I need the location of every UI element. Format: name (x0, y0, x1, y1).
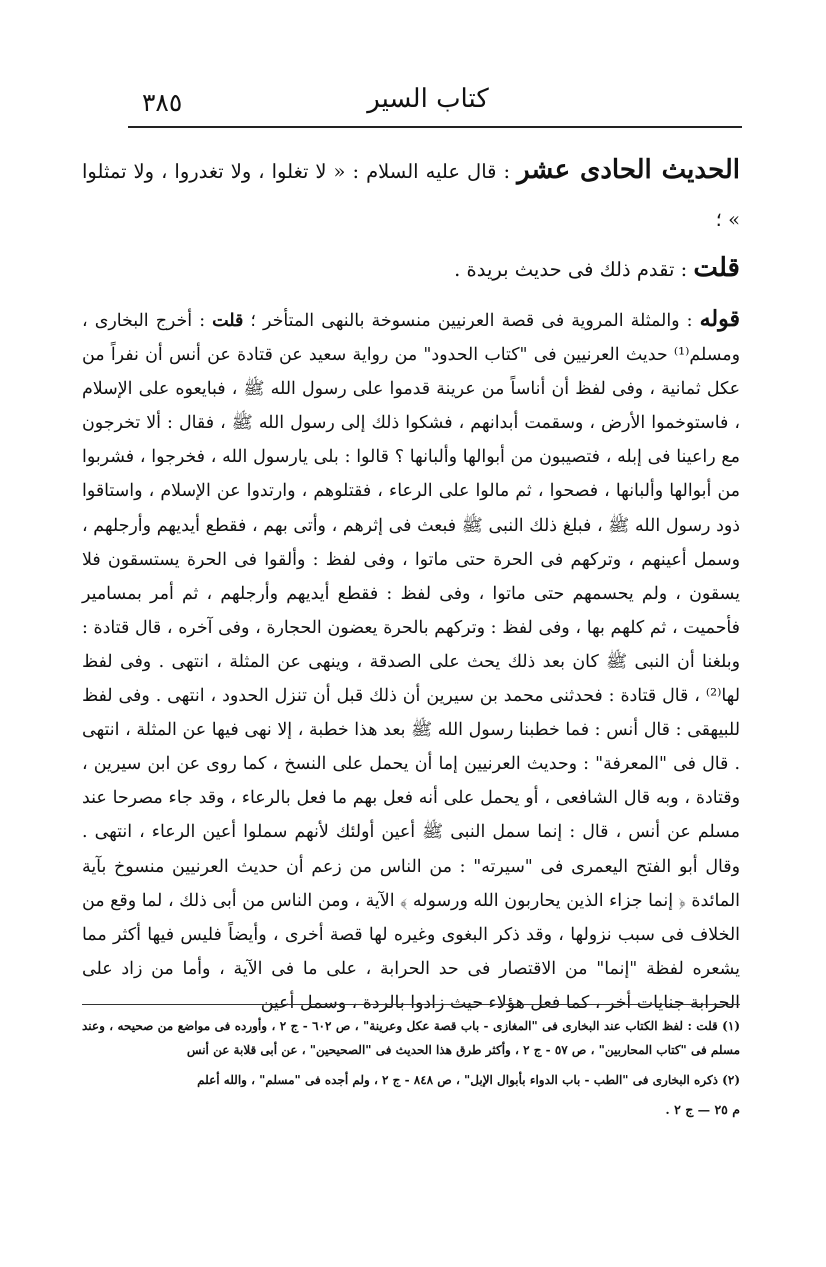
page-header (128, 82, 728, 122)
running-title: كتاب السير (367, 84, 489, 114)
commentary-paragraph (82, 302, 740, 1020)
qult-label: قلت (693, 253, 740, 283)
commentary-qult-label: قلت (212, 311, 244, 331)
footnotes (82, 1014, 740, 1122)
header-rule (128, 126, 742, 128)
commentary-opening: : والمثلة المروية فى قصة العرنيين منسوخة بالنهى المتأخر ؛ (250, 311, 693, 331)
commentary-text: : أخرج البخارى ، ومسلم⁽¹⁾ حديث العرنيين فى "كتاب الحدود" من رواية سعيد عن قتادة عن أنس أن نفراً من عكل ثمانية ، وفى لفظ أن أناساً من عرينة قدموا على رسول الله ﷺ ، فبايعوه على الإسلام ، فاستوخموا الأرض ، وسقمت أبدانهم ، فشكوا ذلك إلى رسول الله ﷺ ، فقال : ألا تخرجون مع راعينا فى إبله ، فتصيبون من أبوالها وألبانها ؟ قالوا : بلى يارسول الله ، فخرجوا ، فشربوا من أبوالها وألبانها ، فصحوا ، ثم مالوا على الرعاء ، فقتلوهم ، وارتدوا عن الإسلام ، واستاقوا ذود رسول الله ﷺ ، فبلغ ذلك النبى ﷺ فبعث فى إثرهم ، وأتى بهم ، فقطع أيديهم وأرجلهم ، وسمل أعينهم ، وتركهم فى الحرة حتى ماتوا ، وفى لفظ : وألقوا فى الحرة يستسقون فلا يسقون ، ولم يحسمهم حتى ماتوا ، وفى لفظ : فقطع أيديهم وأرجلهم ، ثم أمر بمسامير فأحميت ، ثم كلهم بها ، وفى لفظ : وتركهم بالحرة يعضون الحجارة ، وفى آخره ، قال قتادة : وبلغنا أن النبى ﷺ كان بعد ذلك يحث على الصدقة ، وينهى عن المثلة ، انتهى . وفى لفظ لها⁽²⁾ ، قال قتادة : فحدثنى محمد بن سيرين أن ذلك قبل أن تنزل الحدود ، انتهى . وفى لفظ للبيهقى : قال أنس : فما خطبنا رسول الله ﷺ بعد هذا خطبة ، إلا نهى فيها عن المثلة ، انتهى . قال فى "المعرفة" : وحديث العرنيين إما أن يحمل على النسخ ، كما روى عن ابن سيرين ، وقتادة ، وبه قال الشافعى ، أو يحمل على أنه فعل بهم ما فعل بالرعاء ، وقد جاء مصرحا عند مسلم عن أنس ، قال : إنما سمل النبى ﷺ أعين أولئك لأنهم سملوا أعين الرعاء ، انتهى . وقال أبو الفتح اليعمرى فى "سيرته" : من الناس من زعم أن حديث العرنيين منسوخ بآية المائدة ﴿ إنما جزاء الذين يحاربون الله ورسوله ﴾ الآية ، ومن الناس من أبى ذلك ، لما وقع من الخلاف فى سبب نزولها ، وقد ذكر البغوى وغيره لها قصة أخرى ، وأيضاً فليس فيها أكثر مما يشعره لفظة "إنما" من الاقتصار فى حد الحرابة ، على ما فى الآية ، وأما من زاد على الحرابة جنايات أخر ، كما فعل هؤلاء حيث زادوا بالردة ، وسمل أعين (82, 311, 740, 1013)
hadith-title: الحديث الحادى عشر (517, 155, 740, 185)
page-number: ٣٨٥ (142, 88, 183, 117)
qult-text: : تقدم ذلك فى حديث بريدة . (454, 258, 688, 281)
commentary-lead: قوله (699, 306, 741, 332)
signature-mark: م ٢٥ — ج ٢ . (665, 1102, 740, 1117)
main-commentary (82, 302, 740, 1020)
qult-paragraph (82, 244, 740, 294)
footnote-rule (82, 1004, 740, 1005)
footnote-2: (٢) ذكره البخارى فى "الطب - باب الدواء بأبوال الإبل" ، ص ٨٤٨ - ج ٢ ، ولم أجده فى "مسلم" ، والله أعلم (197, 1073, 740, 1087)
hadith-section (82, 146, 740, 294)
page-body (82, 146, 740, 1020)
footnote-1: (١) قلت : لفظ الكتاب عند البخارى فى "المغازى - باب قصة عكل وعرينة" ، ص ٦٠٢ - ج ٢ ، وأورده فى مواضع من صحيحه ، وعند مسلم فى "كتاب المحاربين" ، ص ٥٧ - ج ٢ ، وأكثر طرق هذا الحديث فى "الصحيحين" ، عن أبى قلابة عن أنس (82, 1019, 740, 1057)
hadith-paragraph (82, 146, 740, 244)
hadith-text: : قال عليه السلام : « لا تغلوا ، ولا تغدروا ، ولا تمثلوا » ؛ (82, 160, 740, 231)
